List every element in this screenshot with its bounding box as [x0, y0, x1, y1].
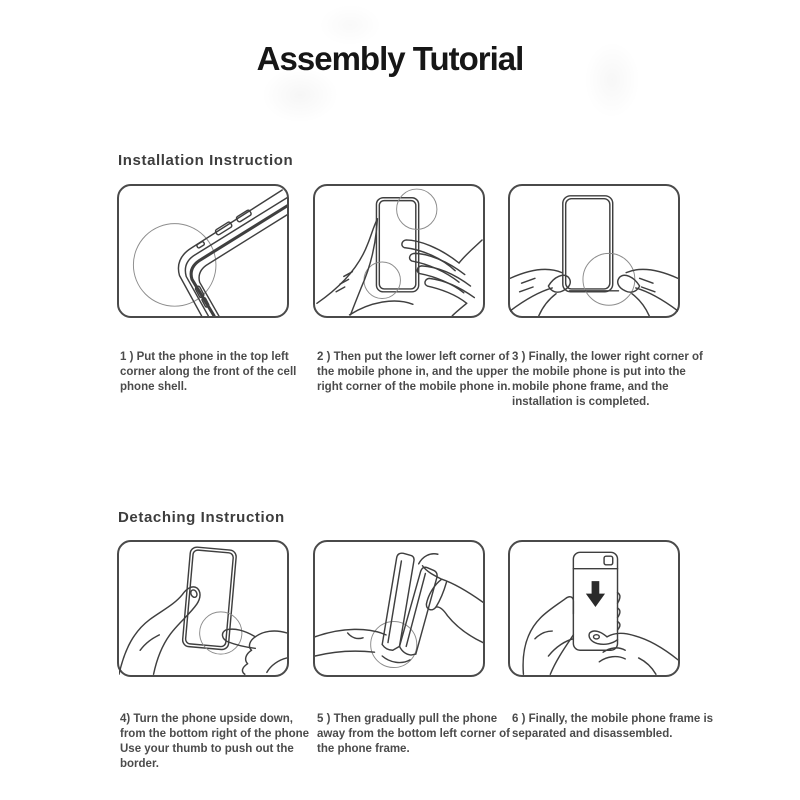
- highlight-circle: [397, 189, 437, 229]
- step-3-panel: [508, 184, 680, 318]
- step-5-panel: [313, 540, 485, 677]
- two-hands-press-corners-illustration: [315, 186, 483, 316]
- step-6-panel: [508, 540, 680, 677]
- step-6-caption: 6 ) Finally, the mobile phone frame is separated and disassembled.: [512, 713, 714, 740]
- pull-phone-from-frame-illustration: [315, 542, 483, 675]
- phone-corner-into-shell-illustration: [119, 186, 287, 316]
- step-3-caption: 3 ) Finally, the lower right corner of the mobile phone is put into the mobile phone frame, and the installation is completed.: [512, 351, 703, 408]
- installation-heading: Installation Instruction: [118, 152, 294, 169]
- detaching-heading: Detaching Instruction: [118, 509, 285, 526]
- step-5-caption: 5 ) Then gradually pull the phone away from the bottom left corner of the phone frame.: [317, 713, 510, 755]
- step-2-panel: [313, 184, 485, 318]
- highlight-circle: [200, 612, 242, 654]
- step-1-panel: [117, 184, 289, 318]
- page-title: Assembly Tutorial: [256, 40, 524, 77]
- step-1-caption: 1 ) Put the phone in the top left corner along the front of the cell phone shell.: [120, 351, 297, 393]
- push-phone-down-arrow-illustration: [510, 542, 678, 675]
- step-4-panel: [117, 540, 289, 677]
- step-2-caption: 2 ) Then put the lower left corner of the mobile phone in, and the upper right corner of the mobile phone in.: [317, 351, 511, 393]
- step-4-caption: 4) Turn the phone upside down, from the bottom right of the phone Use your thumb to push out the border.: [120, 713, 310, 770]
- hold-phone-thumb-push-border-illustration: [119, 542, 287, 675]
- down-arrow-icon: [586, 581, 605, 607]
- thumbs-press-bottom-corner-illustration: [510, 186, 678, 316]
- highlight-circle: [583, 253, 635, 305]
